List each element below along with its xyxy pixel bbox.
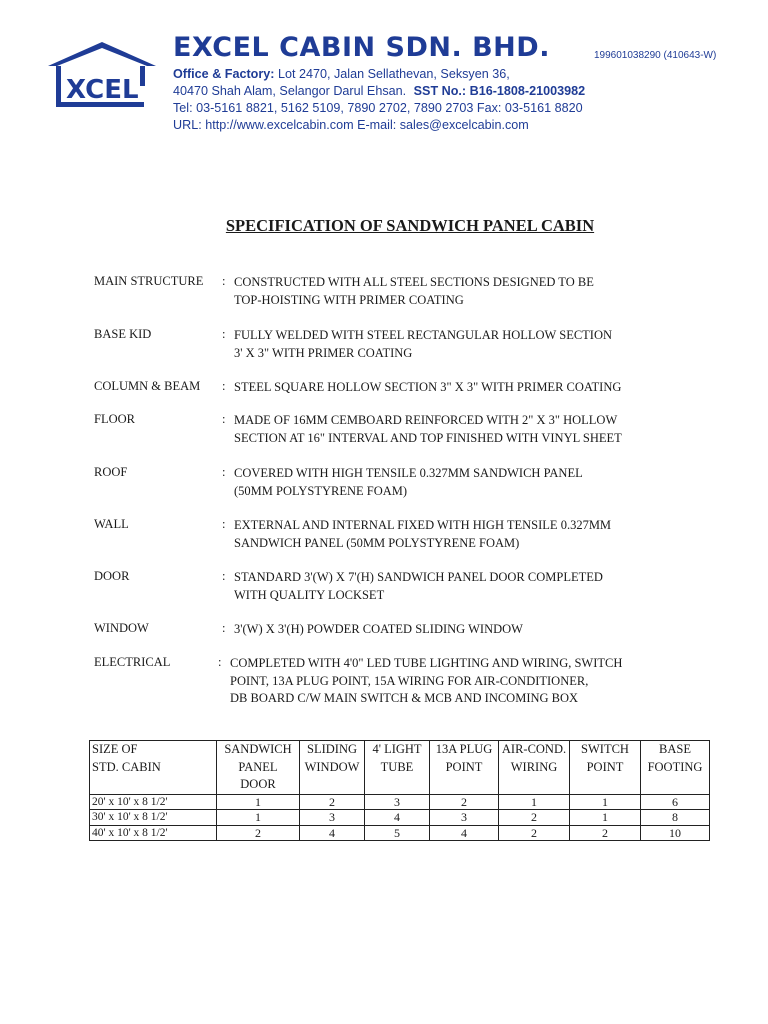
table-cell: 3 <box>430 810 499 826</box>
spec-text <box>234 327 612 362</box>
header-cell <box>570 741 641 795</box>
spec-colon: : <box>222 621 226 635</box>
spec-line: FULLY WELDED WITH STEEL RECTANGULAR HOLLOW SECTION <box>234 328 613 342</box>
excel-house-logo <box>46 40 158 112</box>
spec-line: SECTION AT 16" INTERVAL AND TOP FINISHED WITH VINYL SHEET <box>234 430 622 445</box>
spec-text <box>234 517 611 552</box>
spec-text <box>234 569 603 604</box>
header-cell <box>499 741 570 795</box>
header-line: FOOTING <box>647 759 703 774</box>
spec-label: DOOR <box>94 569 130 583</box>
address-text-1: Lot 2470, Jalan Sellathevan, Seksyen 36, <box>274 67 510 81</box>
header-line: DOOR <box>240 777 276 791</box>
spec-text <box>234 621 523 639</box>
spec-colon: : <box>222 412 226 426</box>
spec-line: POINT, 13A PLUG POINT, 15A WIRING FOR AIR-CONDITIONER, <box>230 673 589 688</box>
table-cell: 10 <box>641 825 710 841</box>
table-cell: 40' x 10' x 8 1/2' <box>90 825 217 841</box>
header-line: AIR-COND. <box>501 742 567 756</box>
header-line: POINT <box>445 759 483 774</box>
table-cell: 2 <box>499 810 570 826</box>
spec-line: STANDARD 3'(W) X 7'(H) SANDWICH PANEL DOOR COMPLETED <box>234 570 603 584</box>
table-cell: 1 <box>499 794 570 810</box>
spec-line: WITH QUALITY LOCKSET <box>234 587 385 602</box>
header-line: POINT <box>586 759 624 774</box>
table-cell: 5 <box>365 825 430 841</box>
spec-label: BASE KID <box>94 327 152 341</box>
header-cell <box>217 741 300 795</box>
table-cell: 2 <box>430 794 499 810</box>
table-row <box>90 794 710 810</box>
spec-line: CONSTRUCTED WITH ALL STEEL SECTIONS DESIGNED TO BE <box>234 275 594 289</box>
spec-line: COVERED WITH HIGH TENSILE 0.327MM SANDWICH PANEL <box>234 466 583 480</box>
spec-line: SANDWICH PANEL (50MM POLYSTYRENE FOAM) <box>234 535 520 550</box>
sst-number: SST No.: B16-1808-21003982 <box>413 84 586 98</box>
header-line: STD. CABIN <box>92 759 161 774</box>
logo-text: XCEL <box>66 75 139 105</box>
table-cell: 6 <box>641 794 710 810</box>
table-cell: 2 <box>300 794 365 810</box>
spec-line: 3'(W) X 3'(H) POWDER COATED SLIDING WINDOW <box>234 622 523 636</box>
table-cell: 1 <box>217 794 300 810</box>
table-cell: 1 <box>570 810 641 826</box>
header-cell <box>641 741 710 795</box>
header-line: SIZE OF <box>92 742 138 756</box>
header-line: 4' LIGHT <box>372 742 422 756</box>
header-cell <box>90 741 217 795</box>
spec-text <box>234 412 622 447</box>
table-cell: 3 <box>365 794 430 810</box>
spec-colon: : <box>222 379 226 393</box>
spec-label: WALL <box>94 517 129 531</box>
spec-text <box>234 465 583 500</box>
table-cell: 30' x 10' x 8 1/2' <box>90 810 217 826</box>
spec-line: (50MM POLYSTYRENE FOAM) <box>234 483 408 498</box>
table-cell: 8 <box>641 810 710 826</box>
document-title: SPECIFICATION OF SANDWICH PANEL CABIN <box>225 216 595 235</box>
spec-label: ROOF <box>94 465 128 479</box>
header-line: BASE <box>659 742 691 756</box>
cabin-size-table <box>89 740 710 841</box>
address-label: Office & Factory: <box>173 67 275 81</box>
table-cell: 1 <box>217 810 300 826</box>
url-email-line: URL: http://www.excelcabin.com E-mail: sales@excelcabin.com <box>173 118 529 132</box>
header-line: TUBE <box>380 759 414 774</box>
spec-line: MADE OF 16MM CEMBOARD REINFORCED WITH 2" X 3" HOLLOW <box>234 413 618 427</box>
spec-label: ELECTRICAL <box>94 655 171 669</box>
table-cell: 4 <box>365 810 430 826</box>
spec-text <box>234 274 594 309</box>
header-line: PANEL <box>238 759 278 774</box>
spec-line: COMPLETED WITH 4'0" LED TUBE LIGHTING AND WIRING, SWITCH <box>230 656 623 670</box>
spec-line: DB BOARD C/W MAIN SWITCH & MCB AND INCOMING BOX <box>230 691 579 705</box>
table-row <box>90 825 710 841</box>
registration-number: 199601038290 (410643-W) <box>594 50 717 61</box>
spec-line: EXTERNAL AND INTERNAL FIXED WITH HIGH TENSILE 0.327MM <box>234 518 612 532</box>
header-line: SANDWICH <box>224 742 292 756</box>
table-cell: 2 <box>217 825 300 841</box>
table-cell: 4 <box>430 825 499 841</box>
table-cell: 20' x 10' x 8 1/2' <box>90 794 217 810</box>
spec-colon: : <box>222 569 226 583</box>
table-header-row <box>90 741 710 795</box>
table-cell: 1 <box>570 794 641 810</box>
phone-fax-line: Tel: 03-5161 8821, 5162 5109, 7890 2702, 7890 2703 Fax: 03-5161 8820 <box>173 101 583 115</box>
header-line: SLIDING <box>307 742 357 756</box>
header-cell <box>365 741 430 795</box>
header-line: WINDOW <box>304 759 360 774</box>
table-cell: 3 <box>300 810 365 826</box>
header-cell <box>430 741 499 795</box>
header-cell <box>300 741 365 795</box>
spec-label: COLUMN & BEAM <box>94 379 201 393</box>
spec-label: MAIN STRUCTURE <box>94 274 204 288</box>
table-cell: 2 <box>499 825 570 841</box>
spec-line: STEEL SQUARE HOLLOW SECTION 3" X 3" WITH PRIMER COATING <box>234 380 622 394</box>
table-row <box>90 810 710 826</box>
company-name: EXCEL CABIN SDN. BHD. <box>173 32 550 63</box>
spec-line: 3' X 3" WITH PRIMER COATING <box>234 345 413 360</box>
address-text-2: 40470 Shah Alam, Selangor Darul Ehsan. <box>173 84 407 98</box>
table-cell: 2 <box>570 825 641 841</box>
table-cell: 4 <box>300 825 365 841</box>
spec-colon: : <box>222 274 226 288</box>
spec-colon: : <box>222 327 226 341</box>
spec-colon: : <box>218 655 222 669</box>
header-line: WIRING <box>510 759 558 774</box>
spec-text <box>234 379 621 397</box>
address-line-2 <box>173 84 585 98</box>
spec-text <box>230 655 622 708</box>
spec-label: FLOOR <box>94 412 135 426</box>
spec-colon: : <box>222 517 226 531</box>
spec-colon: : <box>222 465 226 479</box>
spec-label: WINDOW <box>94 621 149 635</box>
address-line-1 <box>173 67 510 81</box>
spec-line: TOP-HOISTING WITH PRIMER COATING <box>234 292 464 307</box>
header-line: SWITCH <box>581 742 629 756</box>
header-line: 13A PLUG <box>435 742 493 756</box>
